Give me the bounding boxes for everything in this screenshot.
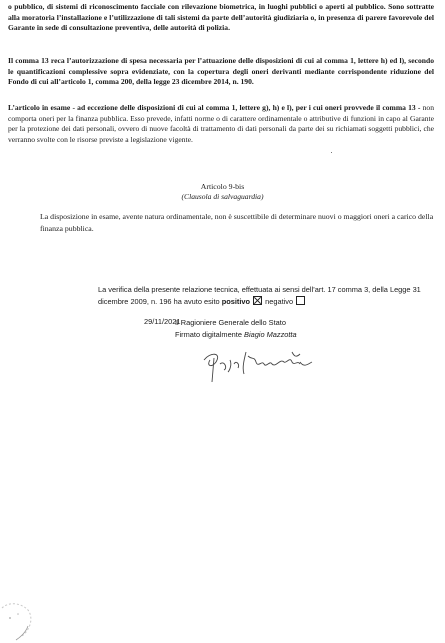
signer-block	[175, 317, 297, 341]
paragraph-articolo-plain-part: non comporta oneri per la finanza pubblica. Esso prevede, infatti norme o di carattere ordinamentale o attributive di funzioni in capo al Garante per la protezione dei dati personali, ovvero di nuove facoltà di trattamento di dati personali da parte dei su richiamati soggetti pubblici, che verranno svolte con le risorse previste a legislazione vigente.	[8, 103, 434, 144]
positivo-label: positivo	[221, 297, 251, 306]
paragraph-articolo-in-esame	[8, 103, 434, 145]
verifica-statement	[98, 284, 443, 308]
article-text: La disposizione in esame, avente natura ordinamentale, non è suscettibile di determinare nuovi o maggiori oneri a carico della finanza pubblica.	[40, 212, 434, 233]
verifica-text: La verifica della presente relazione tecnica, effettuata ai sensi dell’art. 17 comma 3, della Legge 31 dicembre 2009, n. 196 ha avuto esito	[98, 285, 421, 306]
paragraph-articolo-bold-part: L’articolo in esame - ad eccezione delle disposizioni di cui al comma 1, lettere g), h) e l), per i cui oneri provvede il comma 13 -	[8, 103, 421, 112]
article-title: Articolo 9-bis	[200, 182, 245, 191]
scan-speck	[331, 152, 332, 153]
signature-date: 29/11/2021	[144, 317, 181, 326]
negativo-label: negativo	[265, 297, 294, 306]
faded-stamp-mark	[0, 596, 40, 643]
handwritten-signature	[200, 346, 320, 386]
signer-line	[175, 329, 297, 341]
article-subtitle: (Clausola di salvaguardia)	[181, 192, 264, 201]
paragraph-moratoria: o pubblico, di sistemi di riconoscimento facciale con rilevazione biometrica, in luoghi pubblici o aperti al pubblico. Sono sottratte alla moratoria l’installazione e l’utilizzazione di tali sistemi da parte dell’autorità giudiziaria o, in presenza di parere favorevole del Garante in sede di consultazione preventiva, delle autorità di polizia.	[8, 2, 434, 33]
signed-prefix: Firmato digitalmente	[175, 330, 242, 339]
signer-name: Biagio Mazzotta	[244, 330, 297, 339]
negativo-checkbox	[296, 296, 305, 305]
paragraph-comma-13: Il comma 13 reca l’autorizzazione di spesa necessaria per l’attuazione delle disposizioni di cui al comma 1, lettere h) ed l), secondo le quantificazioni complessive sopra evidenziate, con la copertura degli oneri derivanti mediante corrispondente riduzione del Fondo di cui all’articolo 1, comma 200, della legge 23 dicembre 2014, n. 190.	[8, 56, 434, 87]
signer-role: Il Ragioniere Generale dello Stato	[175, 318, 286, 327]
positivo-checkbox	[253, 296, 262, 305]
